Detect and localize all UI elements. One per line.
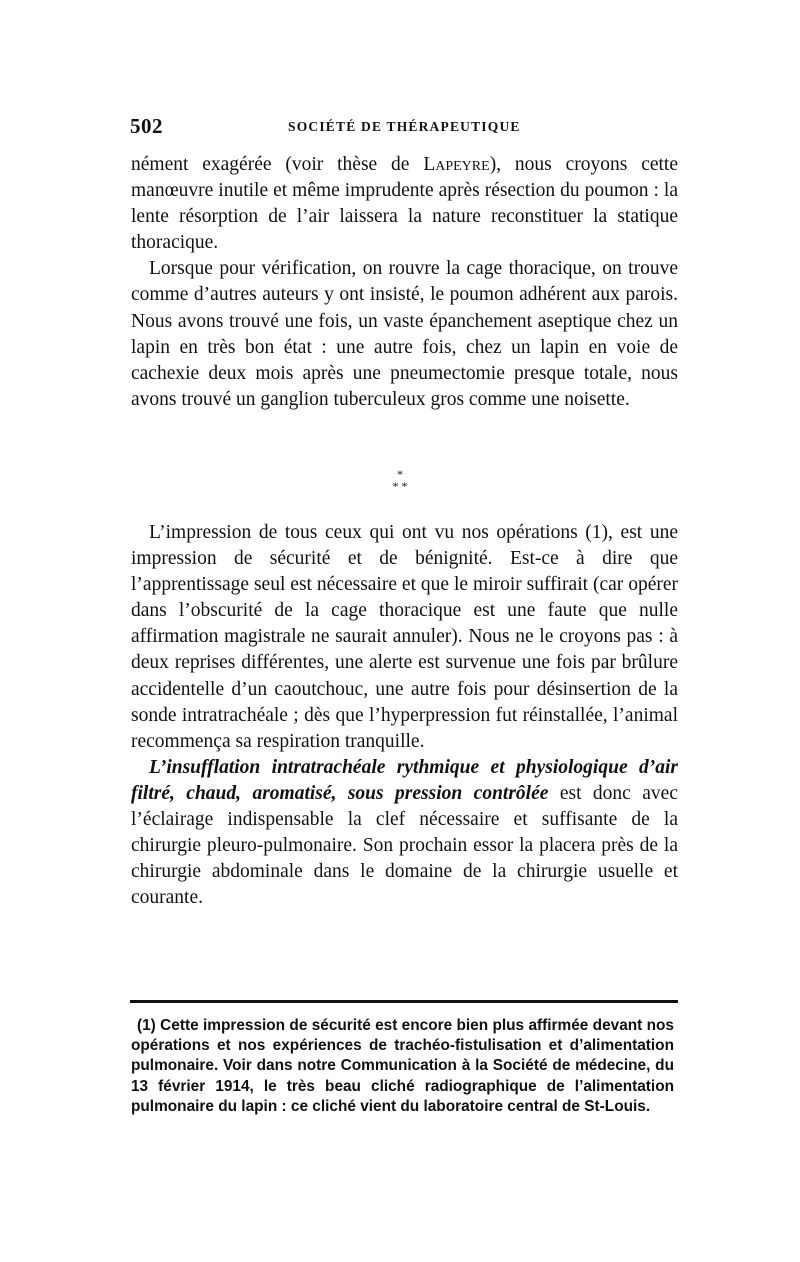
paragraph1-part-a: nément exagérée (voir thèse de (131, 154, 424, 175)
asterism-divider (360, 468, 440, 508)
text-block-bottom (131, 520, 678, 911)
page-number: 502 (130, 114, 163, 138)
paragraph1-part-b: ), nous croyons cette manœuvre inutile et même imprudente après résection du poumon : la lente résorption de l’air laissera la nature reconstituer la statique thoracique. (131, 154, 678, 254)
running-title: SOCIÉTÉ DE THÉRAPEUTIQUE (288, 119, 521, 134)
asterism-bottom: * * (392, 479, 408, 493)
page-header (130, 114, 678, 140)
emphasis-phrase: L’insufflation intratrachéale rythmique et physiologique d’air filtré, chaud, aromatisé, sous pression contrôlée (131, 756, 678, 804)
author-name: Lapeyre (423, 154, 490, 175)
paragraph-conclusion (131, 755, 678, 912)
footnote-divider (130, 1000, 678, 1003)
paragraph-impression: L’impression de tous ceux qui ont vu nos opérations (1), est une impression de sécurité et de bénignité. Est-ce à dire que l’apprentissage seul est nécessaire et que le miroir suffirait (car opérer dans l’obscurité de la cage thoracique est une faute que nulle affirmation magistrale ne saurait annuler). Nous ne le croyons pas : à deux reprises différentes, une alerte est survenue une fois par brûlure accidentelle d’un caoutchouc, une autre fois pour désinsertion de la sonde intratrachéale ; dès que l’hyperpression fut réinstallée, l’animal recommença sa respiration tranquille. (131, 522, 678, 752)
asterism-top: * (397, 467, 403, 481)
paragraph-continuation (131, 152, 678, 256)
paragraph-verification: Lorsque pour vérification, on rouvre la cage thoracique, on trouve comme d’autres auteurs y ont insisté, le poumon adhérent aux parois. Nous avons trouvé une fois, un vaste épanchement aseptique chez un lapin en très bon état : une autre fois, chez un lapin en voie de cachexie deux mois après une pneumectomie presque totale, nous avons trouvé un ganglion tuberculeux gros comme une noisette. (131, 258, 678, 410)
footnote-text: (1) Cette impression de sécurité est encore bien plus affirmée devant nos opérations et nos expériences de trachéo-fistulisation et d’alimentation pulmonaire. Voir dans notre Communication à la Société de médecine, du 13 février 1914, le très beau cliché radiographique de l’alimentation pulmonaire du lapin : ce cliché vient du laboratoire central de St-Louis. (131, 1017, 674, 1115)
text-block-top (131, 152, 678, 413)
footnote (131, 1016, 674, 1117)
paragraph4-rest: est donc avec l’éclairage indispensable la clef nécessaire et suffisante de la chirurgie pleuro-pulmonaire. Son prochain essor la placera près de la chirurgie abdominale dans le domaine de la chirurgie usuelle et courante. (131, 782, 678, 909)
